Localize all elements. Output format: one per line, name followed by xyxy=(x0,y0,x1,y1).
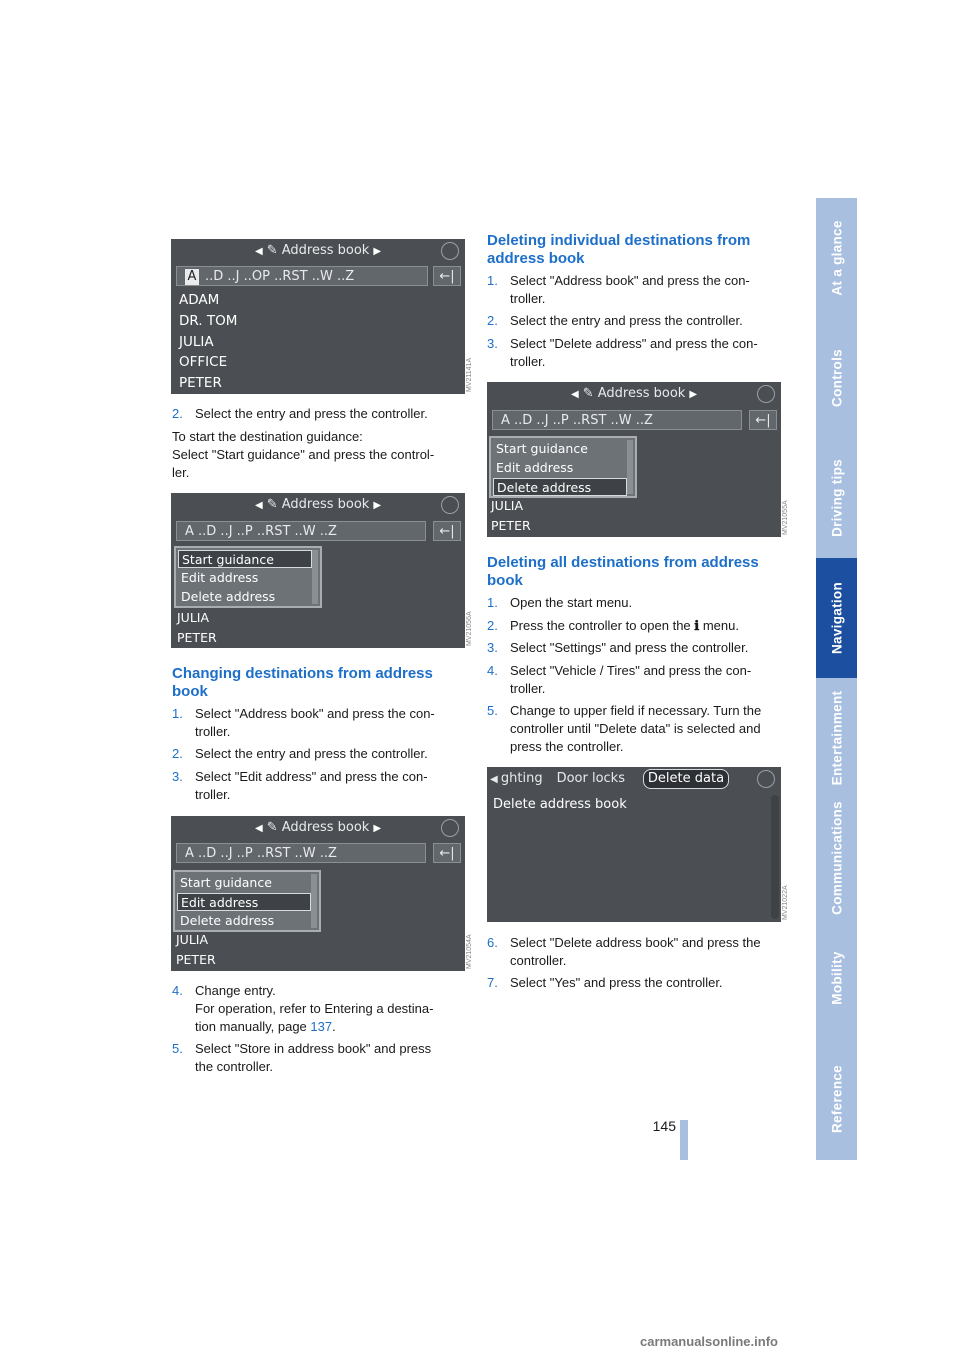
section-heading: address book xyxy=(487,250,585,267)
list-item[interactable]: DR. TOM xyxy=(179,313,238,329)
tab-label: Entertainment xyxy=(829,690,844,786)
screen-header: ◀ ✎ Address book ▶ xyxy=(254,820,382,835)
tab-entertainment[interactable] xyxy=(816,678,857,799)
screen-title: Address book xyxy=(281,243,370,258)
compass-icon xyxy=(441,242,459,260)
settings-tab-bar xyxy=(490,769,625,790)
delete-data-screen xyxy=(487,767,781,922)
back-icon[interactable]: ←| xyxy=(433,266,461,286)
delete-address-screen xyxy=(487,382,781,537)
scrollbar xyxy=(771,795,779,919)
list-item[interactable]: JULIA xyxy=(177,610,210,625)
figure-code: MV21055A xyxy=(782,500,789,535)
scrollbar xyxy=(311,874,317,928)
address-book-screen xyxy=(171,239,465,394)
tab-label: Controls xyxy=(829,349,844,407)
list-item[interactable]: JULIA xyxy=(179,334,214,350)
edit-address-screen xyxy=(171,816,465,971)
body-text: Select "Start guidance" and press the control- xyxy=(172,447,435,462)
menu-item-edit-address[interactable]: Edit address xyxy=(177,893,311,911)
screen-header: ◀ ✎ Address book ▶ xyxy=(254,497,382,512)
page-link[interactable]: 137 xyxy=(310,1019,333,1034)
menu-item-start-guidance[interactable]: Start guidance xyxy=(496,441,588,456)
chapter-sidebar xyxy=(816,198,857,1160)
book-icon: ✎ xyxy=(266,497,282,512)
menu-item-delete-address-book[interactable]: Delete address book xyxy=(493,797,627,812)
figure-code: MV21141A xyxy=(466,357,473,392)
compass-icon xyxy=(757,770,775,788)
context-menu xyxy=(489,436,637,498)
tab-label: Communications xyxy=(829,801,844,915)
back-icon[interactable]: ←| xyxy=(749,410,777,430)
section-heading: Deleting all destinations from address xyxy=(487,554,759,571)
back-icon[interactable]: ←| xyxy=(433,521,461,541)
selected-letter[interactable]: A xyxy=(185,269,199,285)
list-item[interactable]: PETER xyxy=(179,375,222,391)
tab-label: Navigation xyxy=(829,581,844,655)
alphabet-bar[interactable]: A ..D ..J ..P ..RST ..W ..Z xyxy=(176,843,426,863)
book-icon: ✎ xyxy=(266,820,282,835)
tab-reference[interactable] xyxy=(816,1038,857,1161)
list-item[interactable]: ADAM xyxy=(179,292,220,308)
tab-communications[interactable] xyxy=(816,798,857,919)
book-icon: ✎ xyxy=(582,386,598,401)
figure-code: MV21056A xyxy=(466,611,473,646)
menu-item-edit-address[interactable]: Edit address xyxy=(496,460,574,475)
list-item[interactable]: PETER xyxy=(491,518,531,533)
watermark: carmanualsonline.info xyxy=(640,1334,778,1349)
tab-controls[interactable] xyxy=(816,318,857,439)
section-heading: book xyxy=(172,683,208,700)
menu-item-start-guidance[interactable]: Start guidance xyxy=(178,550,312,568)
screen-title: Address book xyxy=(281,497,370,512)
book-icon: ✎ xyxy=(266,243,282,258)
address-menu-screen xyxy=(171,493,465,648)
info-icon: ℹ xyxy=(694,619,700,634)
menu-item-delete-address[interactable]: Delete address xyxy=(181,589,276,604)
alphabet-bar[interactable] xyxy=(176,266,428,286)
alphabet-bar[interactable]: A ..D ..J ..P ..RST ..W ..Z xyxy=(176,521,426,541)
context-menu xyxy=(174,546,322,608)
list-item[interactable]: PETER xyxy=(177,630,217,645)
screen-header: ◀ ✎ Address book ▶ xyxy=(254,243,382,258)
back-icon[interactable]: ←| xyxy=(433,843,461,863)
tab-label: At a glance xyxy=(829,220,844,296)
scrollbar xyxy=(312,550,318,604)
section-heading: Deleting individual destinations from xyxy=(487,232,751,249)
list-item[interactable]: PETER xyxy=(176,952,216,967)
menu-item-edit-address[interactable]: Edit address xyxy=(181,570,259,585)
list-item[interactable]: OFFICE xyxy=(179,354,228,370)
scroll-left-icon[interactable]: ◀ xyxy=(490,774,501,785)
body-text: ler. xyxy=(172,465,190,480)
menu-item-delete-address[interactable]: Delete address xyxy=(180,913,275,928)
compass-icon xyxy=(441,819,459,837)
tab-label: Reference xyxy=(829,1065,844,1133)
tab-lighting[interactable]: ghting xyxy=(500,771,543,786)
alphabet-bar[interactable]: A ..D ..J ..P ..RST ..W ..Z xyxy=(492,410,742,430)
body-text: To start the destination guidance: xyxy=(172,429,363,444)
screen-title: Address book xyxy=(281,820,370,835)
tab-label: Driving tips xyxy=(829,459,844,537)
tab-mobility[interactable] xyxy=(816,918,857,1039)
tab-driving-tips[interactable] xyxy=(816,438,857,559)
menu-item-start-guidance[interactable]: Start guidance xyxy=(180,875,272,890)
context-menu xyxy=(173,870,321,932)
tab-label: Mobility xyxy=(829,951,844,1005)
tab-at-a-glance[interactable] xyxy=(816,198,857,319)
list-item[interactable]: JULIA xyxy=(491,498,524,513)
tab-navigation[interactable] xyxy=(816,558,857,679)
compass-icon xyxy=(757,385,775,403)
screen-title: Address book xyxy=(597,386,686,401)
compass-icon xyxy=(441,496,459,514)
figure-code: MV21054A xyxy=(466,934,473,969)
tab-door-locks[interactable]: Door locks xyxy=(556,771,625,786)
alphabet-ranges[interactable]: ..D ..J ..OP ..RST ..W ..Z xyxy=(205,269,355,284)
screen-header: ◀ ✎ Address book ▶ xyxy=(570,386,698,401)
menu-item-delete-address[interactable]: Delete address xyxy=(493,478,627,496)
scrollbar xyxy=(627,440,633,494)
section-heading: Changing destinations from address xyxy=(172,665,433,682)
figure-code: MV21022A xyxy=(782,885,789,920)
page-marker xyxy=(680,1120,688,1160)
list-item[interactable]: JULIA xyxy=(176,932,209,947)
section-heading: book xyxy=(487,572,523,589)
page-number: 145 xyxy=(652,1118,676,1134)
tab-delete-data[interactable]: Delete data xyxy=(643,769,729,789)
